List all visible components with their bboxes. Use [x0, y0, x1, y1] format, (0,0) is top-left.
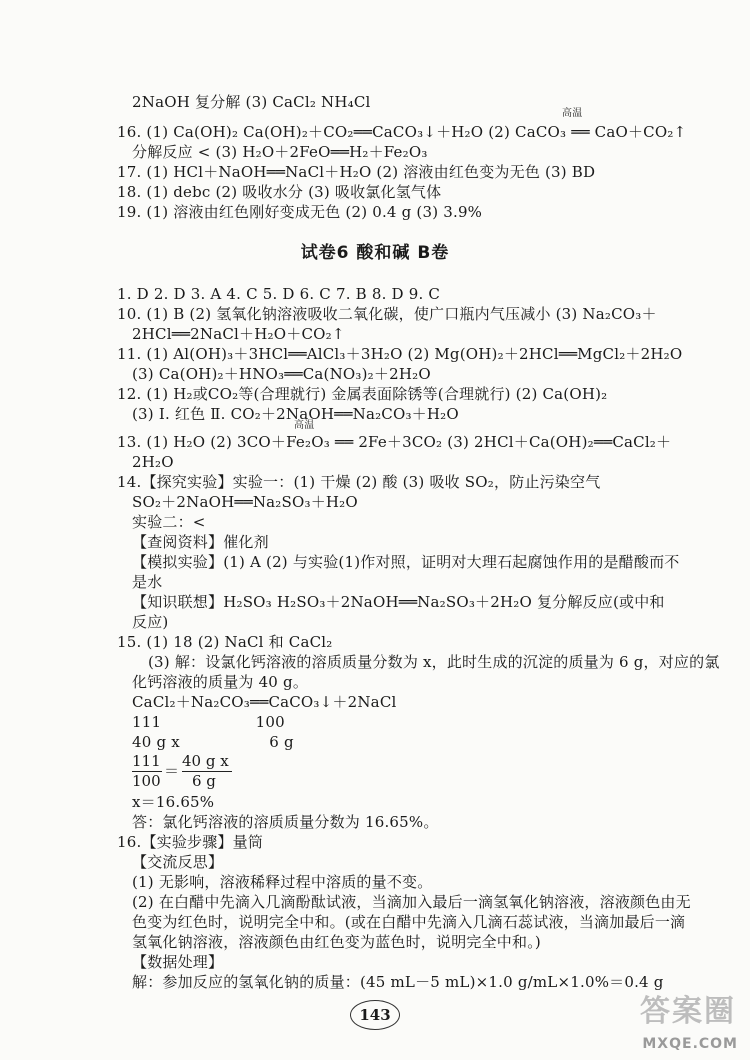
text-line: 13. (1) H₂O (2) 3CO＋Fe₂O₃ ══ 2Fe＋3CO₂ (3) 2HCl＋Ca(OH)₂══CaCl₂＋ — [117, 433, 672, 451]
text-line: 反应) — [132, 613, 169, 631]
text-line: 18. (1) debc (2) 吸收水分 (3) 吸收氯化氢气体 — [117, 183, 442, 201]
text-line: 14.【探究实验】实验一：(1) 干燥 (2) 酸 (3) 吸收 SO₂，防止污染空气 — [117, 473, 601, 491]
text-line: 16. (1) Ca(OH)₂ Ca(OH)₂＋CO₂══CaCO₃↓＋H₂O (2) CaCO₃ ══ CaO＋CO₂↑ — [117, 123, 687, 141]
condition-label: 高温 — [562, 108, 583, 119]
text-line: CaCl₂＋Na₂CO₃══CaCO₃↓＋2NaCl — [132, 693, 397, 711]
text-line: 色变为红色时，说明完全中和。(或在白醋中先滴入几滴石蕊试液，当滴加最后一滴 — [132, 913, 686, 931]
text-line: 【模拟实验】(1) A (2) 与实验(1)作对照，证明对大理石起腐蚀作用的是醋酸而不 — [132, 553, 680, 571]
fraction-denominator: 100 — [132, 772, 161, 790]
proportion-equation — [132, 752, 252, 792]
text-line: 【数据处理】 — [132, 953, 224, 971]
text-line: 是水 — [132, 573, 163, 591]
fraction-numerator: 40 g x — [182, 752, 229, 770]
text-line: 10. (1) B (2) 氢氧化钠溶液吸收二氧化碳，使广口瓶内气压减小 (3) Na₂CO₃＋ — [117, 305, 657, 323]
text-line: 2HCl══2NaCl＋H₂O＋CO₂↑ — [132, 325, 345, 343]
text-line: (3) Ca(OH)₂＋HNO₃══Ca(NO₃)₂＋2H₂O — [132, 365, 431, 383]
page-number: 143 — [350, 1000, 400, 1030]
text-line: x＝16.65% — [132, 793, 215, 811]
text-line: 19. (1) 溶液由红色刚好变成无色 (2) 0.4 g (3) 3.9% — [117, 203, 483, 221]
text-line: 1. D 2. D 3. A 4. C 5. D 6. C 7. B 8. D 9. C — [117, 285, 441, 303]
text-line: 答：氯化钙溶液的溶质质量分数为 16.65%。 — [132, 813, 439, 831]
section-title: 试卷6 酸和碱 B卷 — [300, 243, 450, 263]
fraction-numerator: 111 — [132, 752, 161, 770]
text-line: (2) 在白醋中先滴入几滴酚酞试液，当滴加入最后一滴氢氧化钠溶液，溶液颜色由无 — [132, 893, 691, 911]
text-line: 40 g x 6 g — [132, 733, 294, 751]
text-line: (3) 解：设氯化钙溶液的溶质质量分数为 x，此时生成的沉淀的质量为 6 g，对应的氯 — [148, 653, 720, 671]
text-line: 【知识联想】H₂SO₃ H₂SO₃＋2NaOH══Na₂SO₃＋2H₂O 复分解反应(或中和 — [132, 593, 665, 611]
text-line: 15. (1) 18 (2) NaCl 和 CaCl₂ — [117, 633, 333, 651]
condition-label: 高温 — [294, 420, 315, 431]
text-line: 【查阅资料】催化剂 — [132, 533, 269, 551]
text-line: 【交流反思】 — [132, 853, 224, 871]
fraction-denominator: 6 g — [192, 772, 216, 790]
equals-sign: ＝ — [164, 762, 180, 780]
text-line: (3) Ⅰ. 红色 Ⅱ. CO₂＋2NaOH══Na₂CO₃＋H₂O — [132, 405, 459, 423]
text-line: 2NaOH 复分解 (3) CaCl₂ NH₄Cl — [132, 93, 371, 111]
watermark-url: MXQE.COM — [642, 1036, 738, 1052]
text-line: 16.【实验步骤】量筒 — [117, 833, 264, 851]
watermark-logo: 答案圈 — [640, 994, 736, 1029]
text-line: 分解反应 < (3) H₂O＋2FeO══H₂＋Fe₂O₃ — [132, 143, 428, 161]
text-line: 化钙溶液的质量为 40 g。 — [132, 673, 309, 691]
text-line: 111 100 — [132, 713, 285, 731]
text-line: 实验二：< — [132, 513, 206, 531]
text-line: SO₂＋2NaOH══Na₂SO₃＋H₂O — [132, 493, 358, 511]
text-line: 解：参加反应的氢氧化钠的质量：(45 mL－5 mL)×1.0 g/mL×1.0%＝0.4 g — [132, 973, 664, 991]
text-line: 11. (1) Al(OH)₃＋3HCl══AlCl₃＋3H₂O (2) Mg(OH)₂＋2HCl══MgCl₂＋2H₂O — [117, 345, 683, 363]
text-line: 12. (1) H₂或CO₂等(合理就行) 金属表面除锈等(合理就行) (2) Ca(OH)₂ — [117, 385, 608, 403]
text-line: (1) 无影响，溶液稀释过程中溶质的量不变。 — [132, 873, 433, 891]
text-line: 2H₂O — [132, 453, 174, 471]
text-line: 17. (1) HCl＋NaOH══NaCl＋H₂O (2) 溶液由红色变为无色 (3) BD — [117, 163, 596, 181]
text-line: 氢氧化钠溶液，溶液颜色由红色变为蓝色时，说明完全中和。) — [132, 933, 541, 951]
